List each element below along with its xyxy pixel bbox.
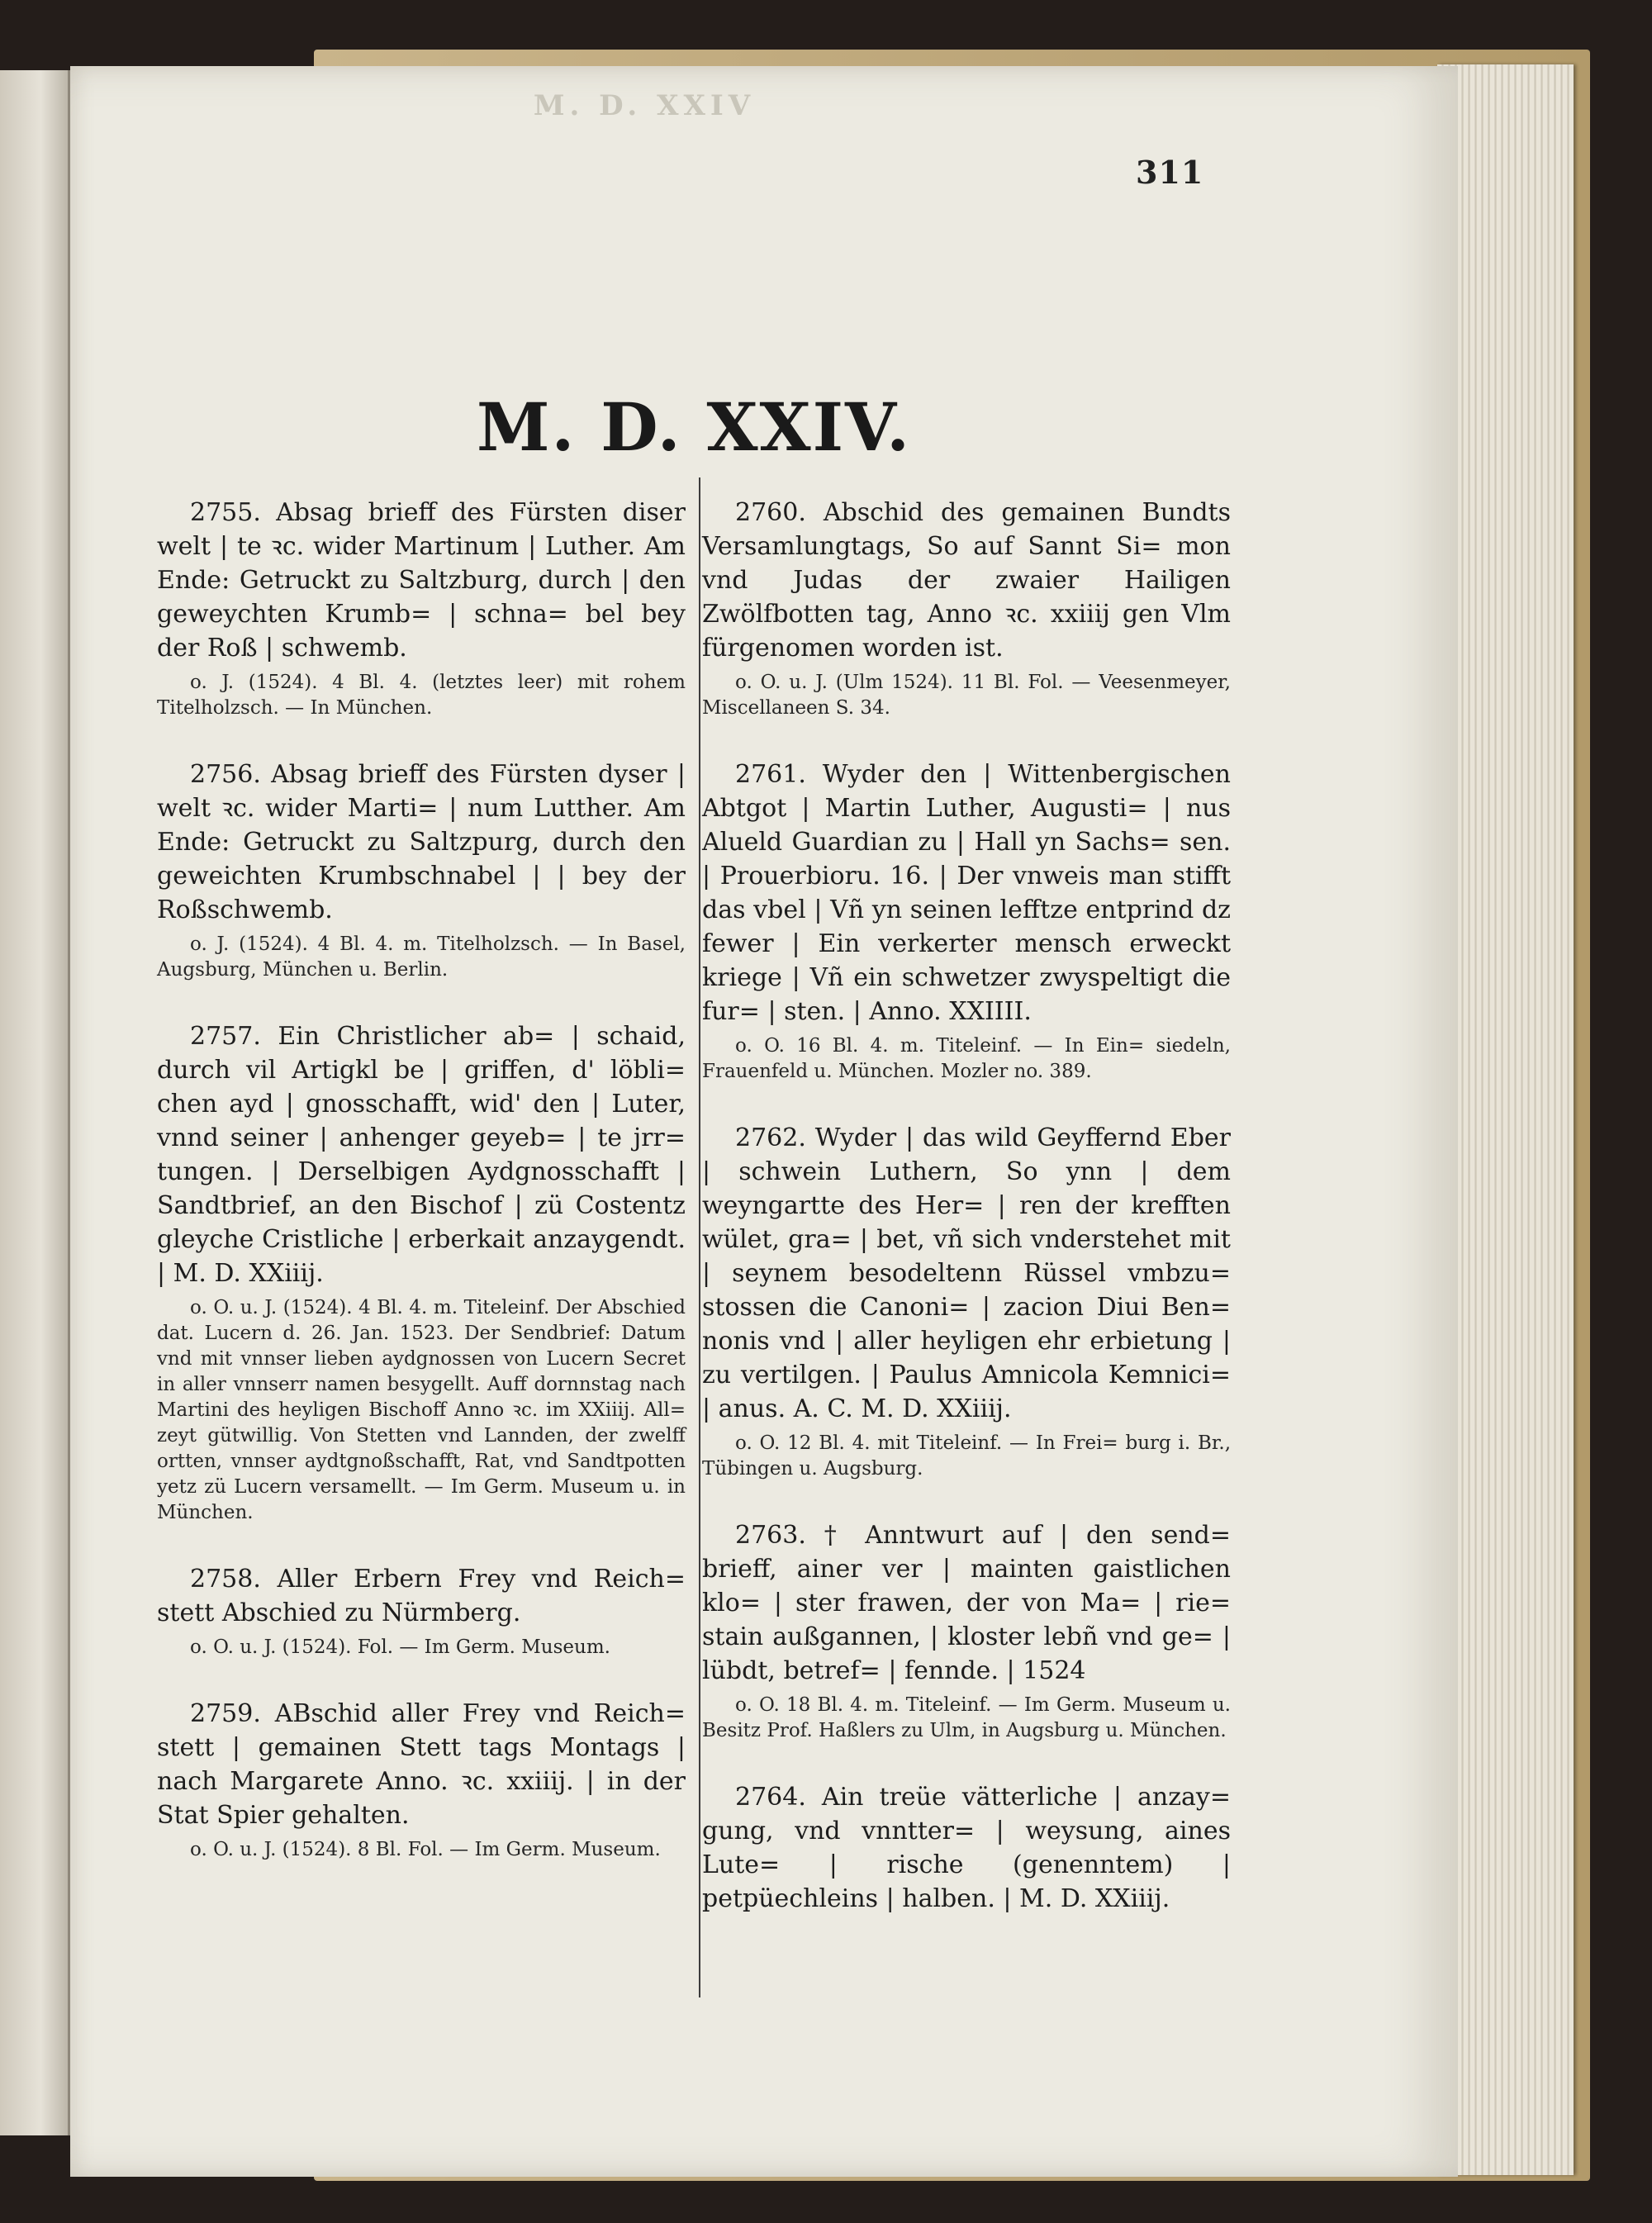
entry-2762 (702, 1121, 1231, 1482)
entry-2759 (157, 1697, 686, 1863)
running-header: M. D. XXIV (533, 89, 756, 122)
column-divider (699, 477, 700, 1997)
entry-title: 2762. Wyder | das wild Geyffernd Eber | schwein Luthern, So ynn | dem weyngartte des Her= | ren der krefften wület, gra= | bet, vñ sich vnderstehet mit | seynem besodeltenn Rüssel vmbzu= stossen die Canoni= | zacion Diui Ben= nonis vnd | aller heyligen ehr erbietung | zu vertilgen. | Paulus Amnicola Kemnici= | anus. A. C. M. D. XXiiij. (702, 1123, 1231, 1423)
entry-title: 2756. Absag brieff des Fürsten dyser | welt ꝛc. wider Marti= | num Lutther. Am Ende: Getruckt zu Saltzpurg, durch den geweichten Krumbschnabel | | bey der Roßschwemb. (157, 760, 686, 924)
facing-page-edge (0, 70, 70, 2135)
entry-title: 2763. † Anntwurt auf | den send= brieff, ainer ver | mainten gaistlichen klo= | ster frawen, der von Ma= | rie= stain außgannen, | kloster lebñ vnd ge= | lübdt, betref= | fennde. | 1524 (702, 1521, 1231, 1685)
entry-title: 2757. Ein Christlicher ab= | schaid, durch vil Artigkl be | griffen, d' löbli= chen ayd | gnosschafft, wid' den | Luter, vnnd seiner | anhenger geyeb= | te jrr= tungen. | Derselbigen Aydgnosschafft | Sandtbrief, an den Bischof | zü Costentz gleyche Cristliche | erberkait anzaygendt. | M. D. XXiiij. (157, 1022, 686, 1288)
entry-note: o. O. u. J. (1524). 4 Bl. 4. m. Titeleinf. Der Abschied dat. Lucern d. 26. Jan. 1523. Der Sendbrief: Datum vnd mit vnnser lieben aydgnossen von Lucern Secret in aller vnnserr namen besygellt. Auff dornnstag nach Martini des heyligen Bischoff Anno ꝛc. im XXiiij. All= zeyt gütwillig. Von Stetten vnd Lannden, der zwelff ortten, vnnser aydtgnoßschafft, Rat, vnd Sandtpotten yetz zü Lucern versamellt. — Im Germ. Museum u. in München. (157, 1297, 686, 1523)
entry-2764 (702, 1780, 1231, 1916)
entry-note: o. O. 18 Bl. 4. m. Titeleinf. — Im Germ. Museum u. Besitz Prof. Haßlers zu Ulm, in Augsburg u. München. (702, 1694, 1231, 1741)
entry-2758 (157, 1562, 686, 1660)
page-number: 311 (1136, 154, 1204, 191)
entry-title: 2764. Ain treüe vätterliche | anzay= gung, vnd vnntter= | weysung, aines Lute= | rische (genenntem) | petpüechleins | halben. | M. D. XXiiij. (702, 1783, 1231, 1913)
right-column (702, 496, 1231, 1952)
entry-2755 (157, 496, 686, 721)
entry-note: o. O. 16 Bl. 4. m. Titeleinf. — In Ein= siedeln, Frauenfeld u. München. Mozler no. 389. (702, 1035, 1231, 1082)
entry-2756 (157, 758, 686, 983)
entry-title: 2760. Abschid des gemainen Bundts Versamlungtags, So auf Sannt Si= mon vnd Judas der zwaier Hailigen Zwölfbotten tag, Anno ꝛc. xxiiij gen Vlm fürgenomen worden ist. (702, 498, 1231, 663)
entry-title: 2761. Wyder den | Wittenbergischen Abtgot | Martin Luther, Augusti= | nus Alueld Guardian zu | Hall yn Sachs= sen. | Prouerbioru. 16. | Der vnweis man stifft das vbel | Vñ yn seinen lefftze entprind dz fewer | Ein verkerter mensch erweckt kriege | Vñ ein schwetzer zwyspeltigt die fur= | sten. | Anno. XXIIII. (702, 760, 1231, 1026)
entry-2760 (702, 496, 1231, 721)
entry-2761 (702, 758, 1231, 1085)
entry-note: o. O. u. J. (1524). 8 Bl. Fol. — Im Germ. Museum. (190, 1839, 661, 1860)
year-heading: M. D. XXIV. (477, 388, 911, 466)
entry-title: 2755. Absag brieff des Fürsten diser welt | te ꝛc. wider Martinum | Luther. Am Ende: Getruckt zu Saltzburg, durch | den geweychten Krumb= | schna= bel bey der Roß | schwemb. (157, 498, 686, 663)
entry-2757 (157, 1019, 686, 1526)
entry-note: o. O. 12 Bl. 4. mit Titeleinf. — In Frei= burg i. Br., Tübingen u. Augsburg. (702, 1432, 1231, 1480)
entry-note: o. O. u. J. (1524). Fol. — Im Germ. Museum. (190, 1636, 610, 1658)
entry-title: 2758. Aller Erbern Frey vnd Reich= stett Abschied zu Nürmberg. (157, 1565, 686, 1627)
entry-note: o. O. u. J. (Ulm 1524). 11 Bl. Fol. — Veesenmeyer, Miscellaneen S. 34. (702, 672, 1231, 719)
entry-title: 2759. ABschid aller Frey vnd Reich= stett | gemainen Stett tags Montags | nach Margarete Anno. ꝛc. xxiiij. | in der Stat Spier gehalten. (157, 1699, 686, 1830)
entry-2763 (702, 1518, 1231, 1744)
entry-note: o. J. (1524). 4 Bl. 4. m. Titelholzsch. — In Basel, Augsburg, München u. Berlin. (157, 933, 686, 981)
entry-note: o. J. (1524). 4 Bl. 4. (letztes leer) mit rohem Titelholzsch. — In München. (157, 672, 686, 719)
left-column (157, 496, 686, 1899)
